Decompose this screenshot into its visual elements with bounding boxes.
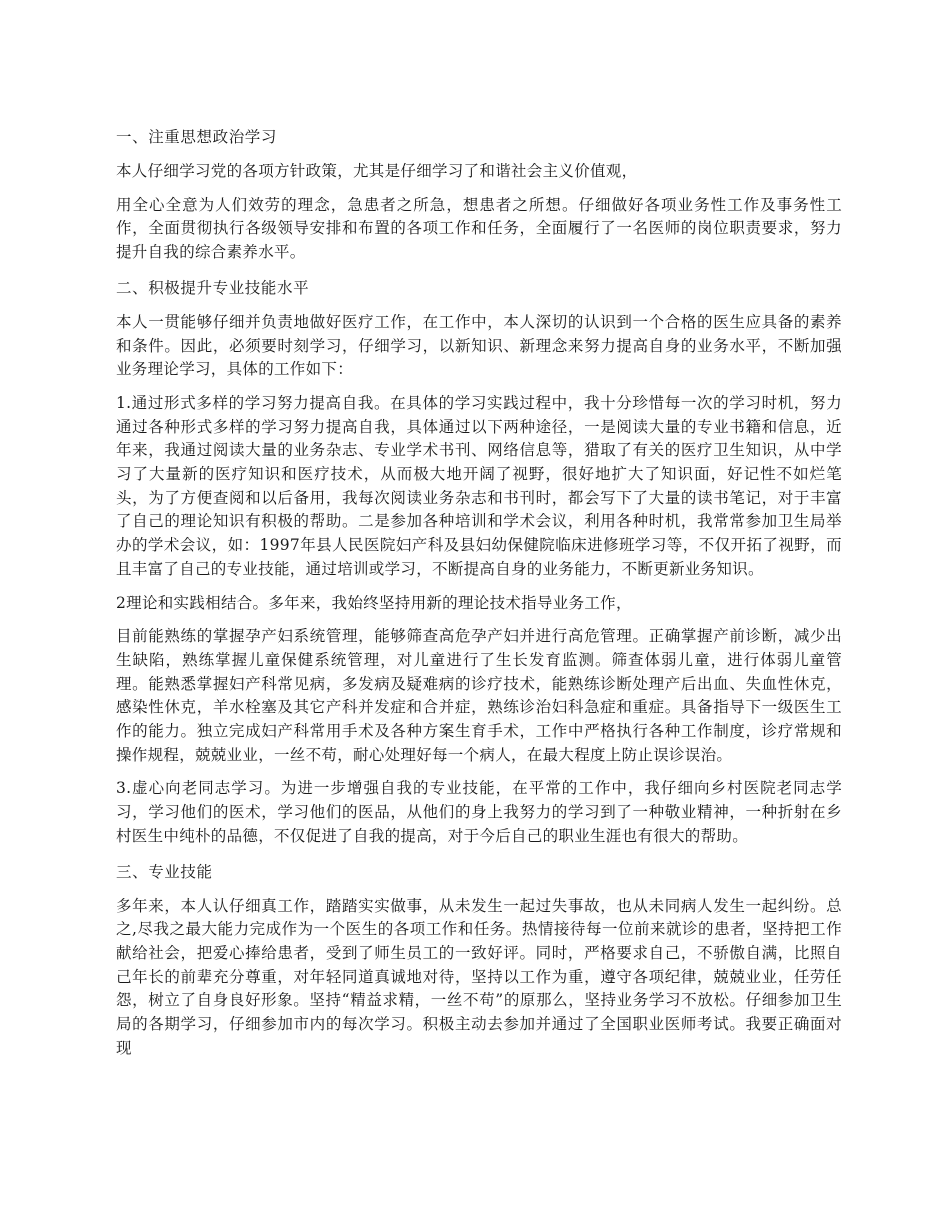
paragraph-4: 1.通过形式多样的学习努力提高自我。在具体的学习实践过程中，我十分珍惜每一次的学习时机，努力通过各种形式多样的学习努力提高自我，具体通过以下两种途径，一是阅读大量的专业书籍和信息，近年来，我通过阅读大量的业务杂志、专业学术书刊、网络信息等，猎取了有关的医疗卫生知识，从中学习了大量新的医疗知识和医疗技术，从而极大地开阔了视野，很好地扩大了知识面，好记性不如烂笔头，为了方便查阅和以后备用，我每次阅读业务杂志和书刊时，都会写下了大量的读书笔记，对于丰富了自己的理论知识有积极的帮助。二是参加各种培训和学术会议，利用各种时机，我常常参加卫生局举办的学术会议，如：1997年县人民医院妇产科及县妇幼保健院临床进修班学习等，不仅开拓了视野，而且丰富了自己的专业技能，通过培训或学习，不断提高自身的业务能力，不断更新业务知识。 (116, 393, 842, 578)
paragraph-1: 本人仔细学习党的各项方针政策，尤其是仔细学习了和谐社会主义价值观， (116, 162, 638, 180)
paragraph-2: 用全心全意为人们效劳的理念，急患者之所急，想患者之所想。仔细做好各项业务性工作及事务性工作，全面贯彻执行各级领导安排和布置的各项工作和任务，全面履行了一名医师的岗位职责要求，努力提升自我的综合素养水平。 (116, 195, 842, 262)
paragraph-6: 目前能熟练的掌握孕产妇系统管理，能够筛查高危孕产妇并进行高危管理。正确掌握产前诊断，减少出生缺陷，熟练掌握儿童保健系统管理，对儿童进行了生长发育监测。筛查体弱儿童，进行体弱儿童管理。能熟悉掌握妇产科常见病，多发病及疑难病的诊疗技术，能熟练诊断处理产后出血、失血性休克，感染性休克，羊水栓塞及其它产科并发症和合并症，熟练诊治妇科急症和重症。具备指导下一级医生工作的能力。独立完成妇产科常用手术及各种方案生育手术，工作中严格执行各种工作制度，诊疗常规和操作规程，兢兢业业，一丝不苟，耐心处理好每一个病人，在最大程度上防止误诊误治。 (116, 627, 842, 764)
paragraph-8: 多年来，本人认仔细真工作，踏踏实实做事，从未发生一起过失事故，也从未同病人发生一起纠纷。总之,尽我之最大能力完成作为一个医生的各项工作和任务。热情接待每一位前来就诊的患者，坚持把工作献给社会，把爱心捧给患者，受到了师生员工的一致好评。同时，严格要求自己，不骄傲自满，比照自己年长的前辈充分尊重，对年轻同道真诚地对待，坚持以工作为重，遵守各项纪律，兢兢业业，任劳任怨，树立了自身良好形象。坚持“精益求精，一丝不苟”的原那么，坚持业务学习不放松。仔细参加卫生局的各期学习，仔细参加市内的每次学习。积极主动去参加并通过了全国职业医师考试。我要正确面对现 (116, 896, 842, 1057)
section-heading-3: 三、专业技能 (116, 862, 213, 881)
section-heading-1: 一、注重思想政治学习 (116, 128, 278, 146)
document-body (116, 124, 842, 1071)
paragraph-7: 3.虚心向老同志学习。为进一步增强自我的专业技能，在平常的工作中，我仔细向乡村医院老同志学习，学习他们的医术，学习他们的医品，从他们的身上我努力的学习到了一种敬业精神，一种折射在乡村医生中纯朴的品德，不仅促进了自我的提高，对于今后自己的职业生涯也有很大的帮助。 (116, 779, 842, 845)
paragraph-3: 本人一贯能够仔细并负责地做好医疗工作，在工作中，本人深切的认识到一个合格的医生应具备的素养和条件。因此，必须要时刻学习，仔细学习，以新知识、新理念来努力提高自身的业务水平，不断加强业务理论学习，具体的工作如下： (116, 312, 842, 379)
section-heading-2: 二、积极提升专业技能水平 (116, 278, 310, 297)
paragraph-5: 2理论和实践相结合。多年来，我始终坚持用新的理论技术指导业务工作， (116, 593, 632, 612)
